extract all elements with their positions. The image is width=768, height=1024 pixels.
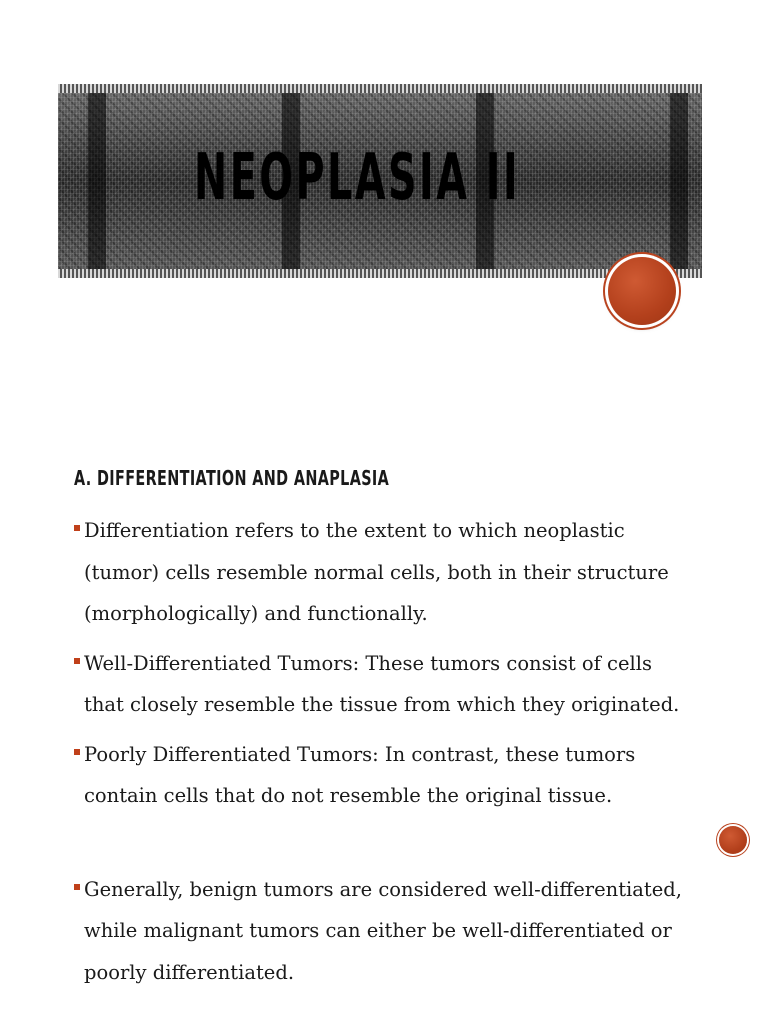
bullet-text: Differentiation refers to the extent to which neoplastic (tumor) cells resemble normal cells, both in their structure (morphologically) and functionally. [84,519,669,625]
square-bullet-icon [74,884,80,890]
decorative-circle-icon [608,257,676,325]
title-banner [58,84,702,278]
section-heading: A. DIFFERENTIATION AND ANAPLASIA [74,466,390,490]
square-bullet-icon [74,658,80,664]
list-item [74,734,694,817]
bullet-text: Generally, benign tumors are considered well-differentiated, while malignant tumors can either be well-differentiated or poorly differentiated. [84,877,682,984]
list-item [74,510,694,635]
bullet-text: Poorly Differentiated Tumors: In contrast, these tumors contain cells that do not resemble the original tissue. [84,742,636,807]
decorative-small-circle-icon [719,826,747,854]
bullet-list [74,510,694,1001]
square-bullet-icon [74,749,80,755]
slide-title: NEOPLASIA II [194,141,521,215]
square-bullet-icon [74,525,80,531]
bullet-text: Well-Differentiated Tumors: These tumors consist of cells that closely resemble the tissue from which they originated. [84,651,680,716]
banner-stripe-bottom [58,269,702,278]
list-item [74,869,694,994]
banner-stripe-top [58,84,702,93]
list-item [74,643,694,726]
